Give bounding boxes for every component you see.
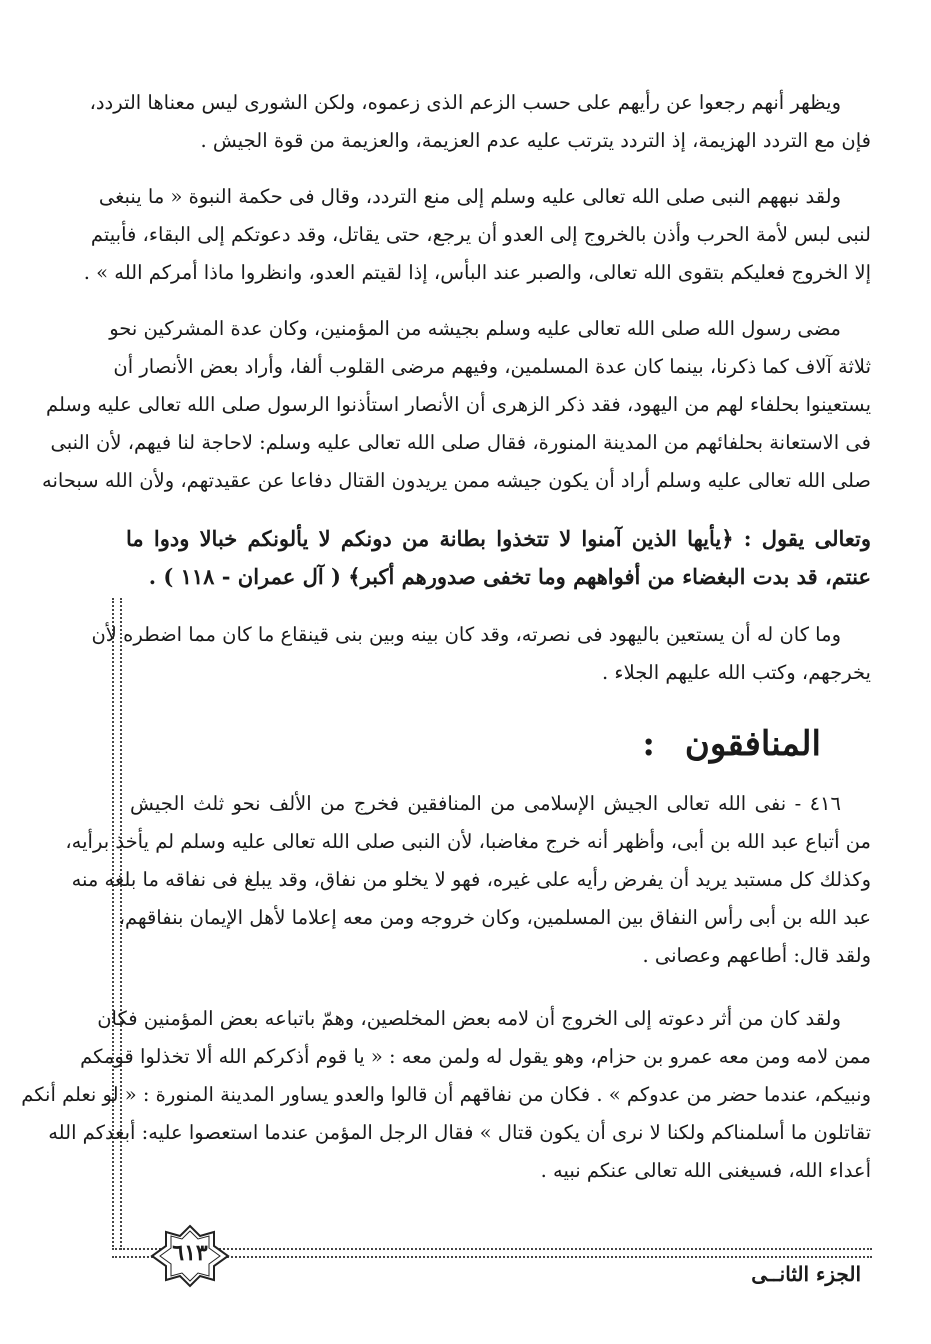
quran-quote-line: وتعالى يقول : ﴿يأيها الذين آمنوا لا تتخذوا بطانة من دونكم لا يألونكم خبالا ودوا ما xyxy=(126,526,871,551)
text-line: من أتباع عبد الله بن أبى، وأظهر أنه خرج مغاضبا، لأن النبى صلى الله تعالى عليه وسلم لم يأخذ برأيه، xyxy=(65,830,871,853)
text-line: فإن مع التردد الهزيمة، إذ التردد يترتب عليه عدم العزيمة، والعزيمة من قوة الجيش . xyxy=(200,129,871,152)
section-title: المنافقون xyxy=(684,724,821,764)
paragraph-3 xyxy=(42,310,871,500)
text-line: لنبى لبس لأمة الحرب وأذن بالخروج إلى العدو أن يرجع، حتى يقاتل، وقد دعوتكم إلى البقاء، فأبيتم xyxy=(90,223,871,246)
text-line: وكذلك كل مستبد يريد أن يفرض رأيه على غيره، فهو لا يخلو من نفاق، وقد يبلغ فى نفاقه ما بلغه منه xyxy=(71,868,871,891)
section-heading xyxy=(642,724,821,764)
text-line: فى الاستعانة بحلفائهم من المدينة المنورة، فقال صلى الله تعالى عليه وسلم: لاحاجة لنا فيهم، لأن النبى xyxy=(50,431,871,454)
volume-label: الجزء الثانــى xyxy=(751,1262,861,1286)
text-line: مضى رسول الله صلى الله تعالى عليه وسلم بجيشه من المؤمنين، وكان عدة المشركين نحو xyxy=(109,317,841,340)
text-line: ٤١٦ - نفى الله تعالى الجيش الإسلامى من المنافقين فخرج من الألف نحو ثلث الجيش xyxy=(130,792,841,815)
paragraph-2 xyxy=(83,178,871,292)
page-number: ٦١٣ xyxy=(172,1240,208,1266)
text-line: وما كان له أن يستعين باليهود فى نصرته، وقد كان بينه وبين بنى قينقاع ما كان مما اضطره لأن xyxy=(91,623,841,646)
paragraph-5 xyxy=(91,616,871,692)
text-line: ولقد كان من أثر دعوته إلى الخروج أن لامه بعض المخلصين، وهمّ باتباعه بعض المؤمنين فكان xyxy=(97,1007,841,1030)
text-line: إلا الخروج فعليكم بتقوى الله تعالى، والصبر عند البأس، إذا لقيتم العدو، وانظروا ماذا أمركم الله » . xyxy=(83,261,871,284)
heading-colon: : xyxy=(642,724,655,764)
text-line: تقاتلون ما أسلمناكم ولكنا لا نرى أن يكون قتال » فقال الرجل المؤمن عندما استعصوا عليه: أبعدكم الله xyxy=(48,1121,871,1144)
paragraph-416 xyxy=(65,785,871,975)
text-line: ويظهر أنهم رجعوا عن رأيهم على حسب الزعم الذى زعموه، ولكن الشورى ليس معناها التردد، xyxy=(89,91,841,114)
text-line: صلى الله تعالى عليه وسلم أراد أن يكون جيشه ممن يريدون القتال دفاعا عن عقيدتهم، ولأن الله سبحانه xyxy=(42,469,871,492)
text-line: ونبيكم، عندما حضر من عدوكم » . فكان من نفاقهم أن قالوا والعدو يساور المدينة المنورة : « لو نعلم أنكم xyxy=(21,1083,871,1106)
text-line: ولقد قال: أطاعهم وعصانى . xyxy=(642,944,871,967)
text-line: يخرجهم، وكتب الله عليهم الجلاء . xyxy=(602,661,871,684)
text-line: عبد الله بن أبى رأس النفاق بين المسلمين، وكان خروجه ومن معه إعلاما لأهل الإيمان بنفاقهم، xyxy=(118,906,871,929)
quran-quote-paragraph xyxy=(126,520,871,596)
paragraph-7 xyxy=(21,1000,871,1190)
text-line: ثلاثة آلاف كما ذكرنا، بينما كان عدة المسلمين، وفيهم مرضى القلوب ألفا، وأراد بعض الأنصار أن xyxy=(113,355,871,378)
text-line: ممن لامه ومن معه عمرو بن حزام، وهو يقول له ولمن معه : « يا قوم أذكركم الله ألا تخذلوا قومكم xyxy=(80,1045,871,1068)
text-line: يستعينوا بحلفاء لهم من اليهود، فقد ذكر الزهرى أن الأنصار استأذنوا الرسول صلى الله تعالى عليه وسلم xyxy=(45,393,871,416)
text-line: أعداء الله، فسيغنى الله تعالى عنكم نبيه . xyxy=(540,1159,871,1182)
text-line: ولقد نبههم النبى صلى الله تعالى عليه وسلم إلى منع التردد، وقال فى حكمة النبوة « ما ينبغى xyxy=(98,185,841,208)
quran-quote-line: عنتم، قد بدت البغضاء من أفواههم وما تخفى صدورهم أكبر﴾ ( آل عمران - ١١٨ ) . xyxy=(148,564,871,589)
paragraph-1 xyxy=(89,84,871,160)
